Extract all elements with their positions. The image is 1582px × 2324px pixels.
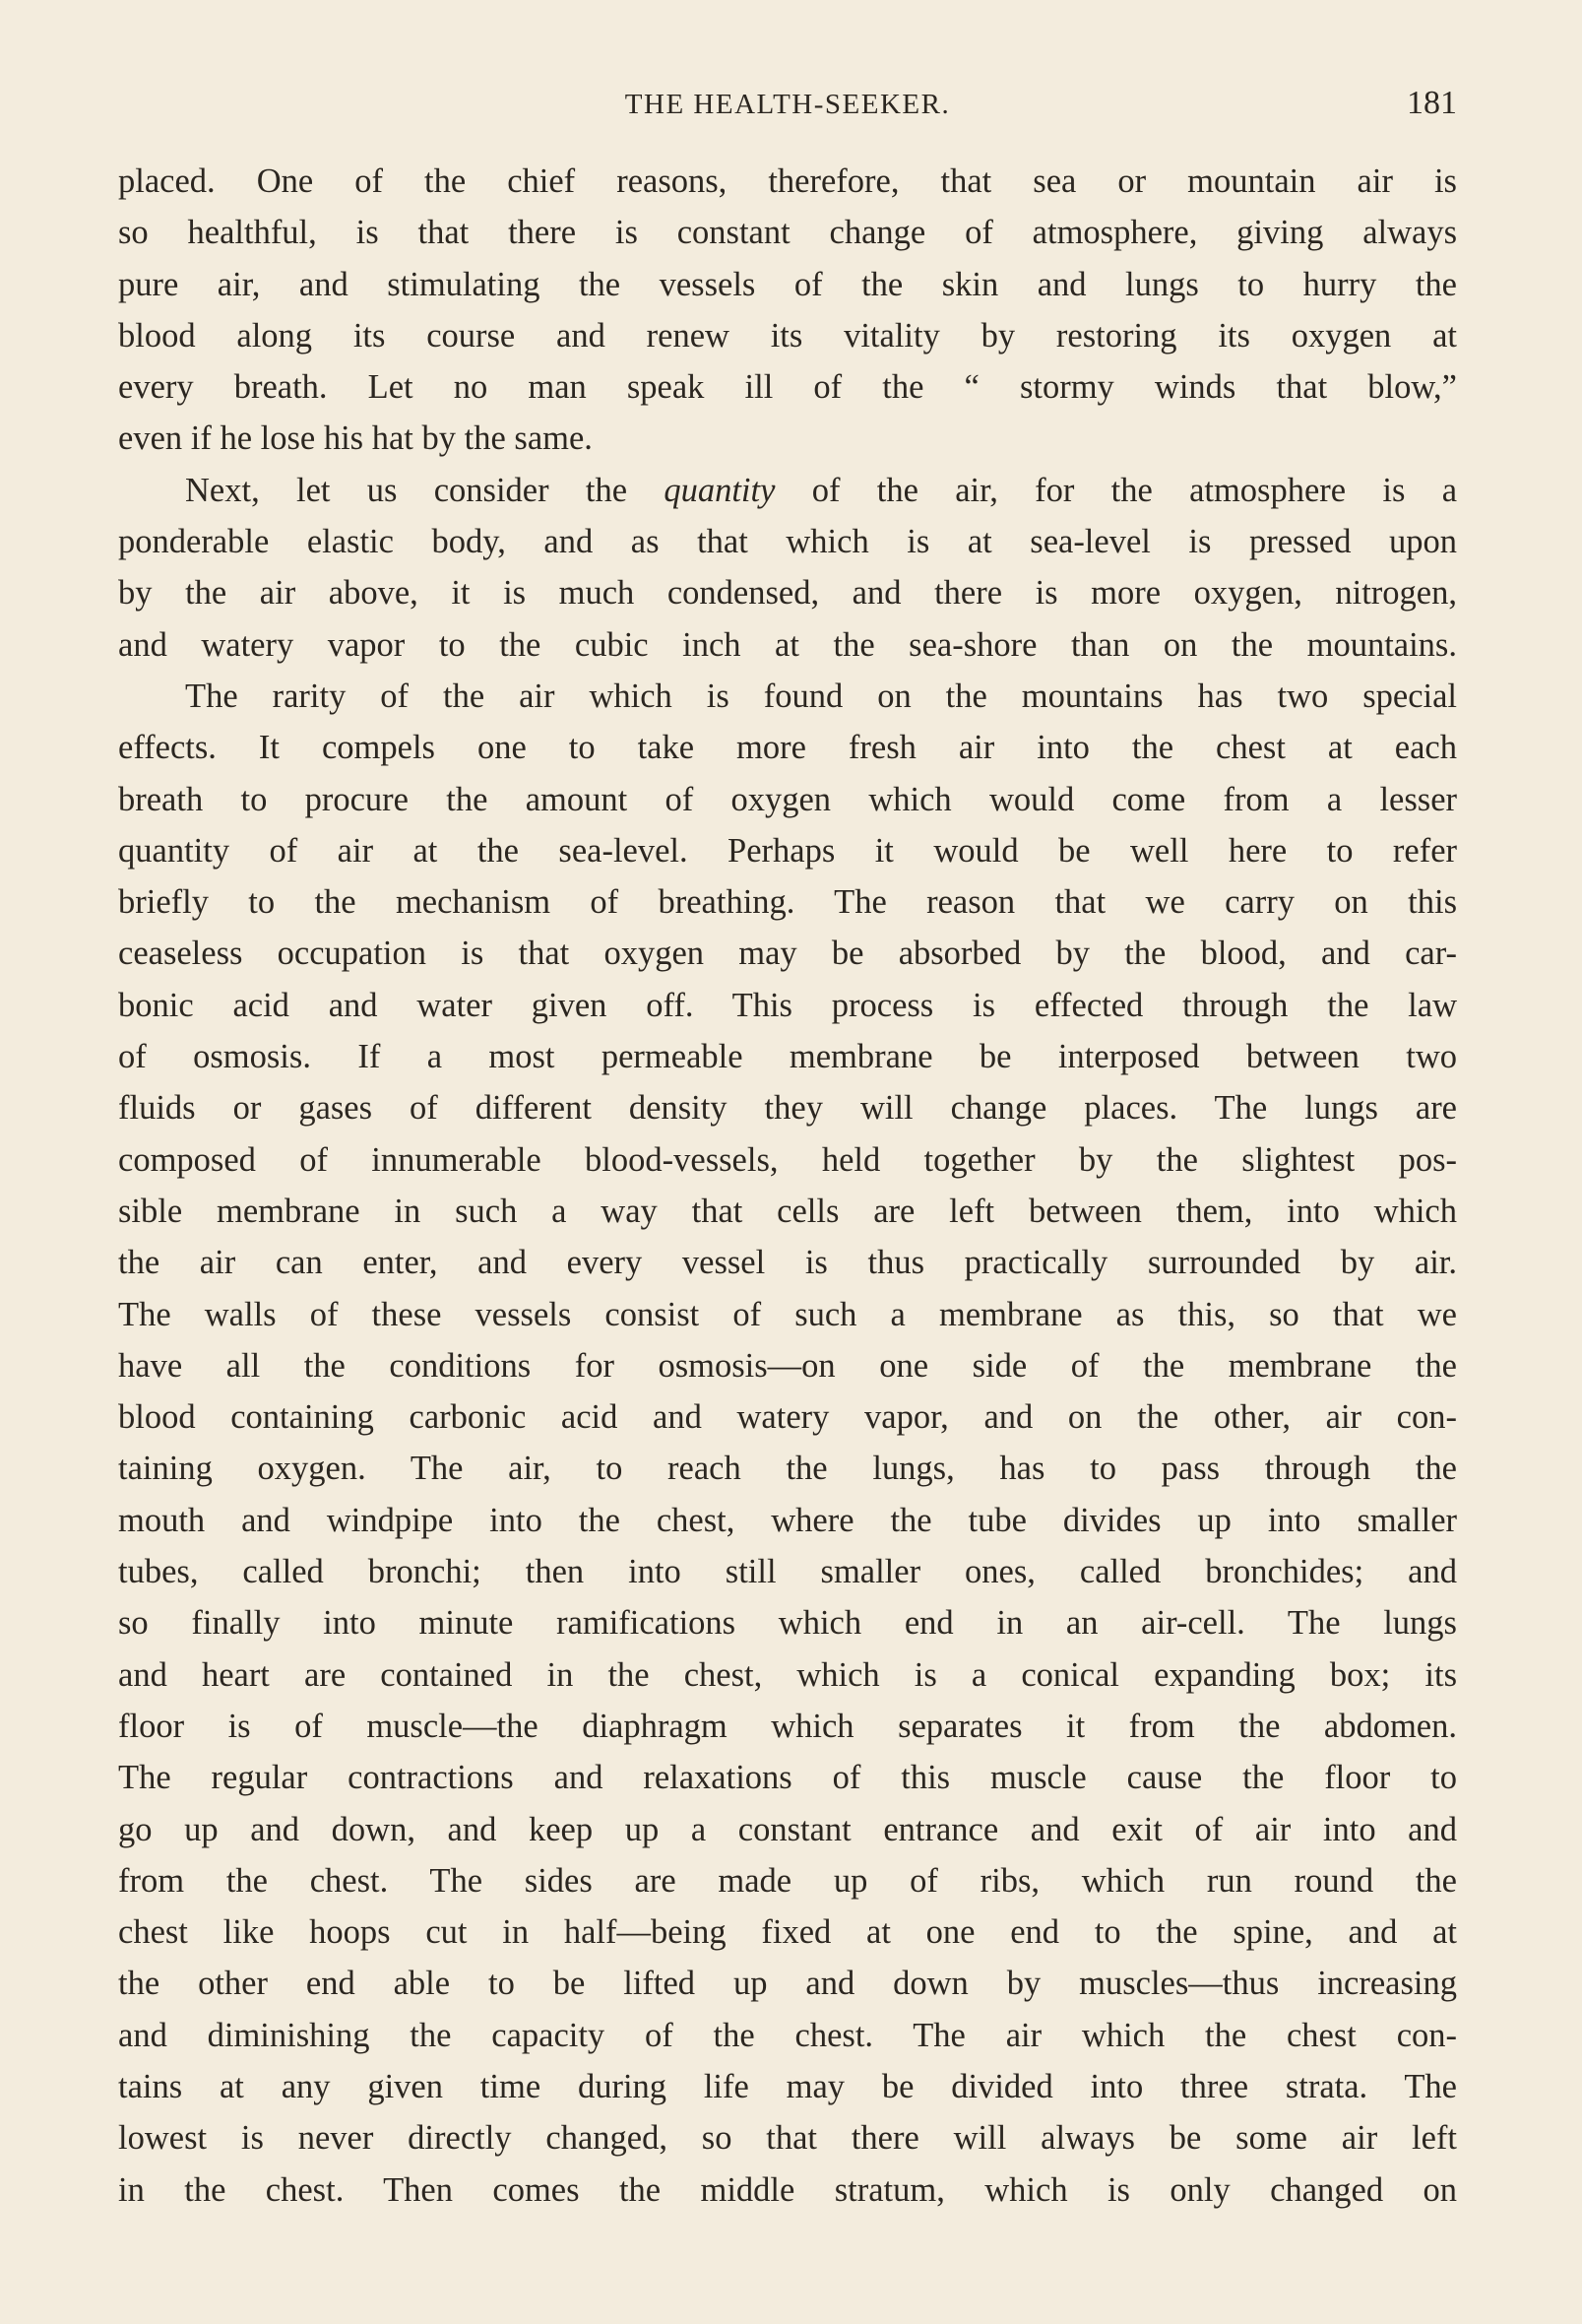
text-line: have all the conditions for osmosis—on one side of the membrane the (118, 1346, 1457, 1385)
text-line: ceaseless occupation is that oxygen may be absorbed by the blood, and car- (118, 935, 1457, 973)
text-line: effects. It compels one to take more fresh air into the chest at each (118, 729, 1457, 767)
text-line: bonic acid and water given off. This process is effected through the law (118, 986, 1457, 1024)
text-line: and watery vapor to the cubic inch at the sea-shore than on the mountains. (118, 625, 1457, 664)
text-line: placed. One of the chief reasons, therefore, that sea or mountain air is (118, 162, 1457, 200)
running-title: THE HEALTH-SEEKER. (624, 89, 951, 120)
text-line: The regular contractions and relaxations of this muscle cause the floor to (118, 1759, 1457, 1797)
text-line: lowest is never directly changed, so that there will always be some air left (118, 2119, 1457, 2158)
text-line: so finally into minute ramifications which end in an air-cell. The lungs (118, 1604, 1457, 1643)
text-line: chest like hoops cut in half—being fixed at one end to the spine, and at (118, 1913, 1457, 1952)
text-line: The rarity of the air which is found on the mountains has two special (185, 677, 1457, 715)
text-line: ponderable elastic body, and as that which is at sea-level is pressed upon (118, 523, 1457, 561)
text-line: composed of innumerable blood-vessels, held together by the slightest pos- (118, 1140, 1457, 1179)
text-line (118, 465, 1457, 516)
text-line: taining oxygen. The air, to reach the lungs, has to pass through the (118, 1450, 1457, 1488)
text-line: breath to procure the amount of oxygen which would come from a lesser (118, 780, 1457, 818)
text-span: Next, let us consider the (185, 471, 628, 509)
text-line: and diminishing the capacity of the chest. The air which the chest con- (118, 2016, 1457, 2054)
text-line: go up and down, and keep up a constant entrance and exit of air into and (118, 1810, 1457, 1848)
body-text (118, 156, 1457, 2216)
text-line: sible membrane in such a way that cells are left between them, into which (118, 1192, 1457, 1230)
text-line: floor is of muscle—the diaphragm which separates it from the abdomen. (118, 1707, 1457, 1745)
text-line: tubes, called bronchi; then into still smaller ones, called bronchides; and (118, 1553, 1457, 1591)
text-line: tains at any given time during life may be divided into three strata. The (118, 2067, 1457, 2105)
text-line: every breath. Let no man speak ill of the “ stormy winds that blow,” (118, 368, 1457, 407)
text-line: quantity of air at the sea-level. Perhaps it would be well here to refer (118, 831, 1457, 870)
running-head (118, 81, 1457, 130)
text-line: the other end able to be lifted up and down by muscles—thus increasing (118, 1965, 1457, 2003)
text-line: so healthful, is that there is constant change of atmosphere, giving always (118, 214, 1457, 252)
text-line: even if he lose his hat by the same. (118, 420, 593, 458)
emphasis-quantity: quantity (664, 471, 776, 509)
text-line: blood along its course and renew its vitality by restoring its oxygen at (118, 316, 1457, 355)
text-line: of osmosis. If a most permeable membrane be interposed between two (118, 1038, 1457, 1076)
text-line: fluids or gases of different density they will change places. The lungs are (118, 1089, 1457, 1128)
text-line: briefly to the mechanism of breathing. The reason that we carry on this (118, 883, 1457, 922)
text-line: by the air above, it is much condensed, and there is more oxygen, nitrogen, (118, 574, 1457, 613)
page-number: 181 (1407, 85, 1457, 121)
text-line: and heart are contained in the chest, which is a conical expanding box; its (118, 1655, 1457, 1694)
text-line: pure air, and stimulating the vessels of the skin and lungs to hurry the (118, 265, 1457, 303)
text-line: blood containing carbonic acid and watery vapor, and on the other, air con- (118, 1398, 1457, 1437)
text-span: of the air, for the atmosphere is a (811, 471, 1457, 509)
text-line: The walls of these vessels consist of such a membrane as this, so that we (118, 1295, 1457, 1333)
text-line: mouth and windpipe into the chest, where the tube divides up into smaller (118, 1501, 1457, 1539)
text-line: the air can enter, and every vessel is thus practically surrounded by air. (118, 1244, 1457, 1282)
text-line: from the chest. The sides are made up of ribs, which run round the (118, 1861, 1457, 1900)
text-line: in the chest. Then comes the middle stratum, which is only changed on (118, 2170, 1457, 2209)
